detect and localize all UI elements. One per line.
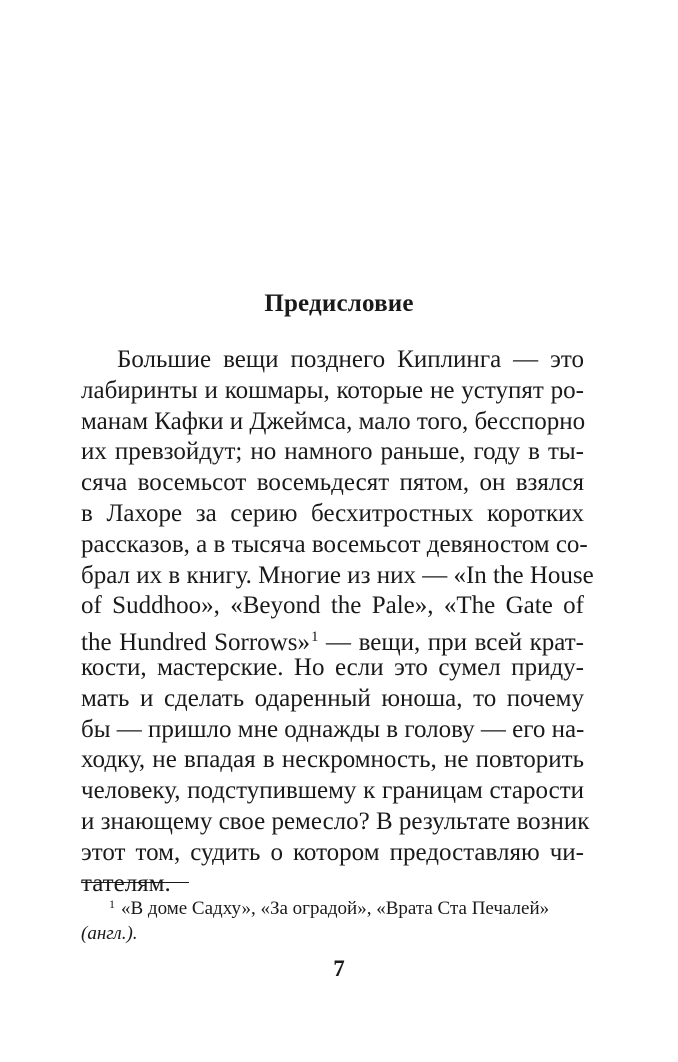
paragraph-line: лабиринты и кошмары, которые не уступят ро- [81, 376, 584, 404]
paragraph-line: ходку, не впадая в нескромность, не повторить [81, 746, 584, 774]
footnote-divider [81, 882, 189, 883]
paragraph-line: рассказов, а в тысяча восемьсот девяностом со- [81, 530, 588, 558]
page-title: Предисловие [264, 290, 414, 317]
paragraph-line: манам Кафки и Джеймса, мало того, бесспорно [81, 407, 586, 435]
footnote-text: «В доме Садху», «За оградой», «Врата Ста Печалей» [121, 898, 550, 919]
paragraph-line-with-footnote-ref [81, 622, 585, 657]
paragraph-line: тателям. [81, 869, 171, 897]
footnote-note: (англ.). [81, 923, 138, 944]
paragraph-line: сяча восемьсот восемьдесят пятом, он взялся [81, 469, 584, 497]
paragraph-line: кости, мастерские. Но если это сумел приду- [81, 653, 584, 681]
page-number: 7 [333, 956, 345, 981]
paragraph-line: бы — пришло мне однажды в голову — его на- [81, 715, 585, 743]
paragraph-line: Большие вещи позднего Киплинга — это [117, 346, 584, 373]
paragraph-line: мать и сделать одаренный юноша, то почему [81, 684, 584, 712]
footnote [81, 892, 584, 946]
paragraph-line: в Лахоре за серию бесхитростных коротких [81, 499, 584, 527]
paragraph-line-start: the Hundred Sorrows» [81, 629, 310, 657]
footnote-line [81, 892, 584, 921]
paragraph-line-end: — вещи, при всей крат- [326, 629, 585, 657]
paragraph-line: of Suddhoo», «Beyond the Pale», «The Gate of [81, 592, 584, 620]
footnote-reference: 1 [310, 629, 319, 646]
paragraph-line: человеку, подступившему к границам старости [81, 777, 584, 805]
paragraph-line: их превзойдут; но намного раньше, году в ты- [81, 438, 584, 466]
paragraph-line: этот том, судить о котором предоставляю чи- [81, 838, 584, 866]
preface-paragraph [81, 345, 594, 899]
footnote-marker: 1 [109, 897, 115, 911]
paragraph-line: и знающему свое ремесло? В результате возник [81, 807, 590, 835]
paragraph-line: брал их в книгу. Многие из них — «In the House [81, 561, 594, 589]
